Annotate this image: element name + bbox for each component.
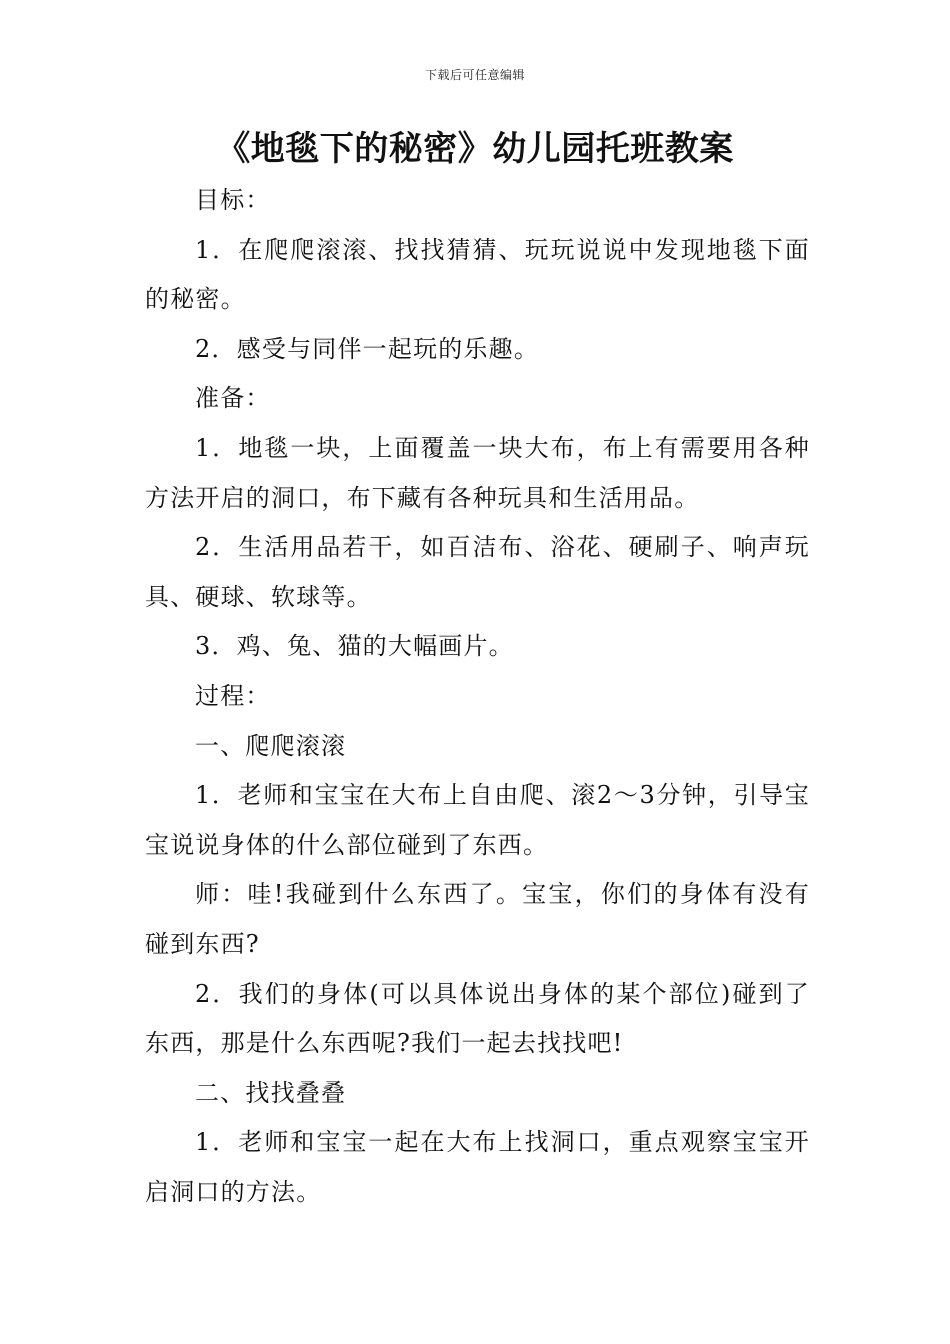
paragraph: 师：哇!我碰到什么东西了。宝宝，你们的身体有没有碰到东西? — [145, 880, 810, 958]
document-title: 《地毯下的秘密》幼儿园托班教案 — [216, 129, 734, 169]
section-heading-goals: 目标： — [195, 186, 271, 214]
paragraph: 2．感受与同伴一起玩的乐趣。 — [195, 334, 540, 363]
paragraph: 1．在爬爬滚滚、找找猜猜、玩玩说说中发现地毯下面的秘密。 — [145, 235, 810, 314]
paragraph: 2．生活用品若干，如百洁布、浴花、硬刷子、响声玩具、硬球、软球等。 — [145, 533, 810, 611]
subsection-heading: 二、找找叠叠 — [195, 1078, 347, 1107]
document-body — [145, 176, 810, 1217]
section-heading-preparation: 准备： — [195, 384, 271, 413]
paragraph: 1．地毯一块，上面覆盖一块大布，布上有需要用各种方法开启的洞口，布下藏有各种玩具和生活用品。 — [145, 433, 810, 512]
paragraph: 3．鸡、兔、猫的大幅画片。 — [195, 632, 514, 661]
paragraph: 1．老师和宝宝一起在大布上找洞口，重点观察宝宝开启洞口的方法。 — [145, 1128, 810, 1206]
subsection-heading: 一、爬爬滚滚 — [195, 731, 347, 760]
section-heading-process: 过程： — [195, 681, 271, 710]
paragraph: 1．老师和宝宝在大布上自由爬、滚2～3分钟，引导宝宝说说身体的什么部位碰到了东西。 — [145, 781, 810, 859]
paragraph: 2．我们的身体(可以具体说出身体的某个部位)碰到了东西，那是什么东西呢?我们一起去找找吧! — [145, 979, 810, 1058]
header-note: 下载后可任意编辑 — [424, 68, 525, 82]
